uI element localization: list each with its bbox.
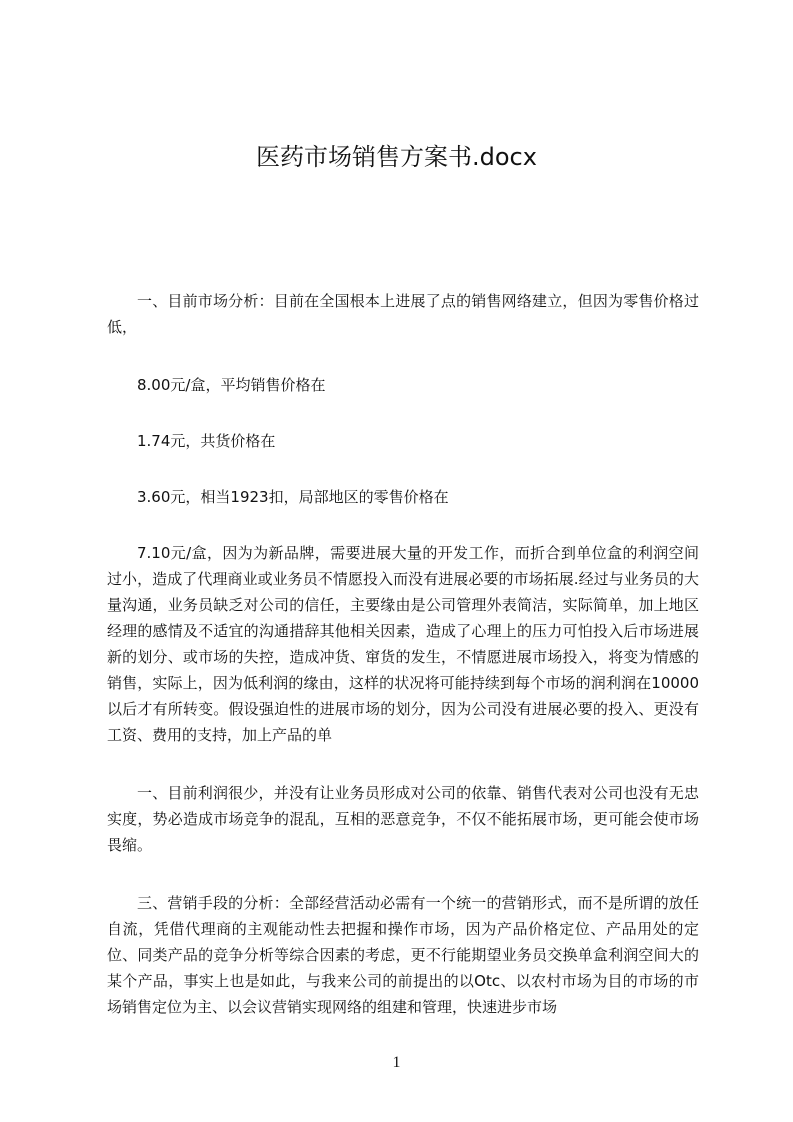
paragraph-marketing-analysis: 三、营销手段的分析：全部经营活动必需有一个统一的营销形式，而不是所谓的放任自流，凭借代理商的主观能动性去把握和操作市场，因为产品价格定位、产品用处的定位、同类产品的竞争分析等综合因素的考虑，更不行能期望业务员交换单盒利润空间大的某个产品，事实上也是如此，与我来公司的前提出的以Otc、以农村市场为目的市场的市场销售定位为主、以会议营销实现网络的组建和管理，快速进步市场 [107, 894, 699, 1016]
page-number: 1 [392, 1054, 401, 1071]
paragraph-profit: 一、目前利润很少，并没有让业务员形成对公司的依靠、销售代表对公司也没有无忠实度，势必造成市场竞争的混乱，互相的恶意竞争，不仅不能拓展市场，更可能会使市场畏缩。 [107, 784, 699, 854]
paragraph-market-analysis: 一、目前市场分析：目前在全国根本上进展了点的销售网络建立，但因为零售价格过低， [107, 292, 699, 336]
document-body [107, 288, 699, 1052]
paragraph-supply-price: 3.60元，相当1923扣，局部地区的零售价格在 [137, 488, 449, 506]
paragraph-retail-price: 8.00元/盒，平均销售价格在 [137, 376, 326, 394]
paragraph-regional-price: 7.10元/盒，因为为新品牌，需要进展大量的开发工作，而折合到单位盒的利润空间过小，造成了代理商业或业务员不情愿投入而没有进展必要的市场拓展.经过与业务员的大量沟通，业务员缺乏对公司的信任，主要缘由是公司管理外表简洁，实际简单，加上地区经理的感情及不适宜的沟通措辞其他相关因素，造成了心理上的压力可怕投入后市场进展新的划分、或市场的失控，造成冲货、窜货的发生，不情愿进展市场投入，将变为情感的销售，实际上，因为低利润的缘由，这样的状况将可能持续到每个市场的润利润在10000以后才有所转变。假设强迫性的进展市场的划分，因为公司没有进展必要的投入、更没有工资、费用的支持，加上产品的单 [107, 544, 699, 744]
paragraph-average-price: 1.74元，共货价格在 [137, 432, 276, 450]
document-title: 医药市场销售方案书.docx [256, 143, 537, 171]
